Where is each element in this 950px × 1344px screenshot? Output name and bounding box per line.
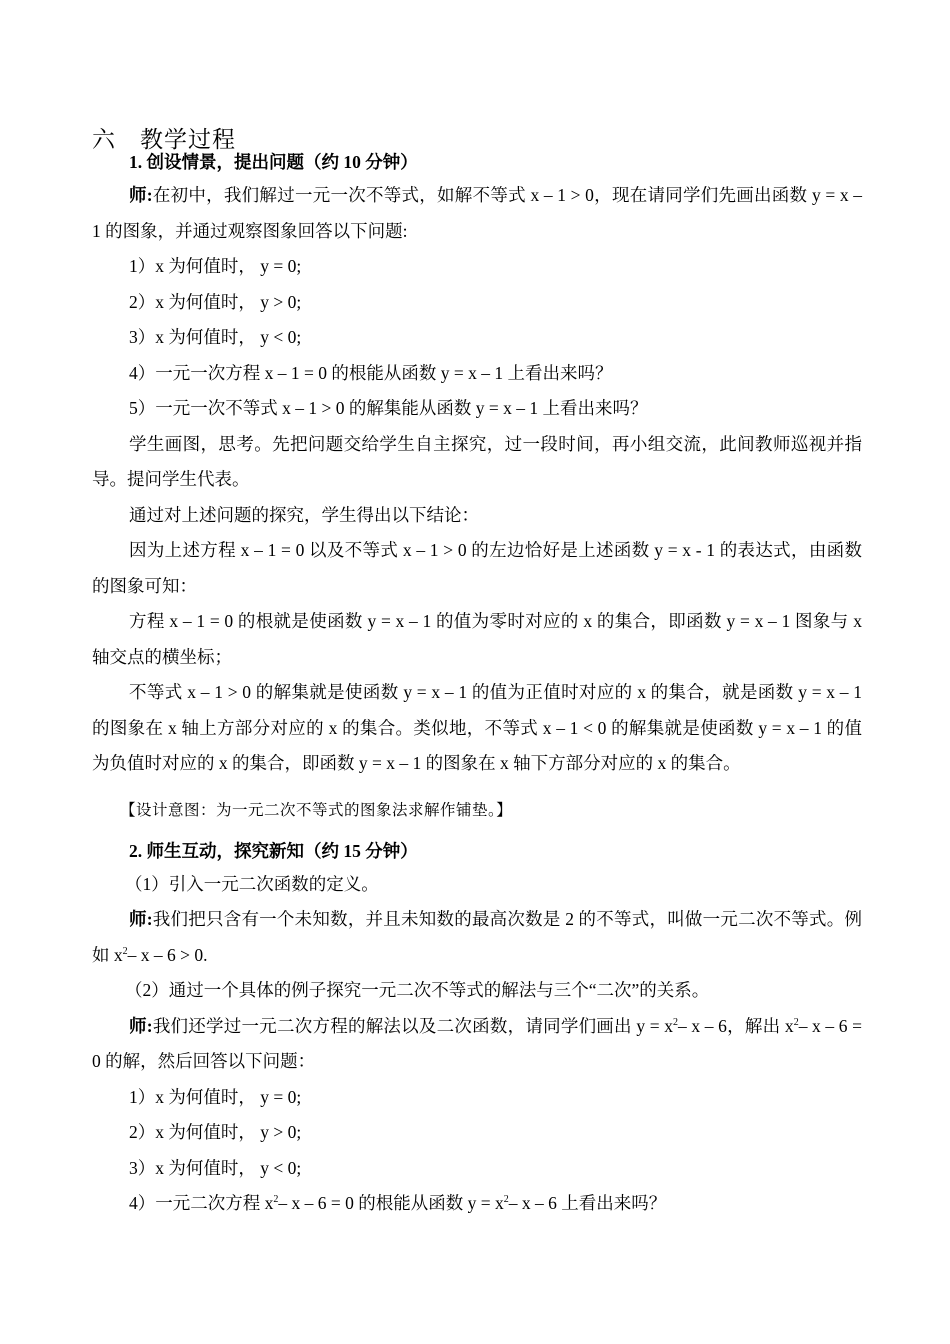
part1-question-4: 4）一元一次方程 x – 1 = 0 的根能从函数 y = x – 1 上看出来吗？ <box>129 362 613 383</box>
design-intent: 【设计意图：为一元二次不等式的图象法求解作铺垫。】 <box>120 801 513 819</box>
part1-solution-statement: 不等式 x – 1 > 0 的解集就是使函数 y = x – 1 的值为正值时对应的 x 的集合，就是函数 y = x – 1 的图象在 x 轴上方部分对应的 x 的集合。类似地，不等式 x – 1 < 0 的解集就是使函数 y = x – 1 的值为负值时对应的 x 的集合，即函数 y = x – 1 的图象在 x 轴下方部分对应的 x 的集合。 <box>92 682 862 773</box>
part1-intro-text: 在初中，我们解过一元一次不等式，如解不等式 x – 1 > 0，现在请同学们先画出函数 y = x – 1 的图象，并通过观察图象回答以下问题: <box>92 185 862 241</box>
part1-root-statement: 方程 x – 1 = 0 的根就是使函数 y = x – 1 的值为零时对应的 x 的集合，即函数 y = x – 1 图象与 x 轴交点的横坐标； <box>92 611 862 667</box>
part2-question-2: 2）x 为何值时， y > 0; <box>129 1122 302 1142</box>
part1-question-2: 2）x 为何值时， y > 0; <box>129 291 302 312</box>
part1-activity: 学生画图，思考。先把问题交给学生自主探究，过一段时间，再小组交流，此间教师巡视并指导。提问学生代表。 <box>92 433 862 489</box>
part1-conclusion-intro: 通过对上述问题的探究，学生得出以下结论： <box>129 504 479 525</box>
teacher-label: 师: <box>129 909 153 929</box>
part2-step-2: （2）通过一个具体的例子探究一元二次不等式的解法与三个“二次”的关系。 <box>125 980 710 1000</box>
teacher-label: 师: <box>129 185 153 205</box>
part2-task: 师:我们还学过一元二次方程的解法以及二次函数，请同学们画出 $y = x^2-$ x – 6，解出 $x^2-$ x – 6 = 0 的解，然后回答以下问题： <box>92 1015 863 1071</box>
section-title: 六 教学过程 <box>92 127 236 153</box>
part1-intro <box>92 178 862 249</box>
part1-question-5: 5）一元一次不等式 x – 1 > 0 的解集能从函数 y = x – 1 上看出来吗？ <box>129 398 648 418</box>
part2-definition: 师:我们把只含有一个未知数，并且未知数的最高次数是 2 的不等式，叫做一元二次不等式。例如 $x^2-$ x – 6 > 0. <box>92 909 863 965</box>
part2-step-1: （1）引入一元二次函数的定义。 <box>125 873 379 894</box>
part2-question-1: 1）x 为何值时， y = 0; <box>129 1086 302 1107</box>
part2-question-3: 3）x 为何值时， y < 0; <box>129 1157 302 1178</box>
document-body <box>92 150 862 1222</box>
part2-question-4: 4）一元二次方程 $x^2-$ x – 6 = 0 的根能从函数 $y = x^2-$ x – 6 上看出来吗？ <box>129 1193 667 1213</box>
part2-heading: 2. 师生互动，探究新知（约 15 分钟） <box>129 840 418 861</box>
part1-heading: 1. 创设情景，提出问题（约 10 分钟） <box>129 152 418 172</box>
part1-reason: 因为上述方程 x – 1 = 0 以及不等式 x – 1 > 0 的左边恰好是上述函数 y = x - 1 的表达式，由函数的图象可知： <box>92 540 862 596</box>
part1-question-1: 1）x 为何值时， y = 0; <box>129 256 302 276</box>
teacher-label: 师: <box>129 1015 153 1036</box>
part1-question-3: 3）x 为何值时， y < 0; <box>129 327 302 347</box>
